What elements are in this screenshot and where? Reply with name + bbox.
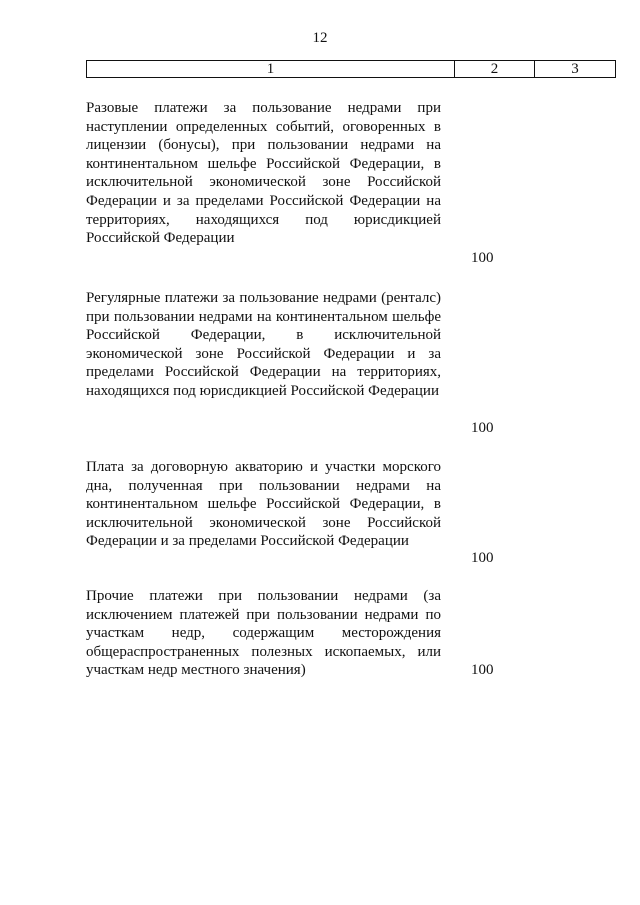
page-number: 12 (312, 30, 328, 46)
row-value: 100 (471, 550, 494, 566)
column-header-1: 1 (87, 61, 455, 78)
row-value: 100 (471, 250, 494, 266)
row-description: Плата за договорную акваторию и участки морского дна, полученная при пользовании недрами на континентальном шельфе Российской Федерации, в исключительной экономической зоне Российской Федерации и за пределами Российской Федерации (86, 459, 441, 550)
table-row-bonuses (86, 99, 612, 266)
column-header-table (86, 60, 616, 78)
column-header-2: 2 (455, 61, 535, 78)
row-description: Прочие платежи при пользовании недрами (за исключением платежей при пользовании недрами по участкам недр, содержащим месторождения общераспространенных полезных ископаемых, или участкам недр местного значения) (86, 588, 441, 679)
row-value: 100 (471, 420, 494, 436)
column-header-row (87, 61, 616, 78)
table-row-rentals (86, 289, 612, 436)
row-description: Разовые платежи за пользование недрами при наступлении определенных событий, оговоренных в лицензии (бонусы), при пользовании недрами на континентальном шельфе Российской Федерации, в исключительной экономической зоне Российской Федерации и за пределами Российской Федерации на территориях, находящихся под юрисдикцией Российской Федерации (86, 100, 441, 247)
column-header-3: 3 (535, 61, 616, 78)
row-description: Регулярные платежи за пользование недрами (ренталс) при пользовании недрами на континентальном шельфе Российской Федерации, в исключительной экономической зоне Российской Федерации и за пределами Российской Федерации на территориях, находящихся под юрисдикцией Российской Федерации (86, 290, 441, 399)
table-row-other-payments (86, 587, 612, 680)
row-value: 100 (471, 662, 494, 678)
table-row-water-area-fee (86, 458, 612, 566)
